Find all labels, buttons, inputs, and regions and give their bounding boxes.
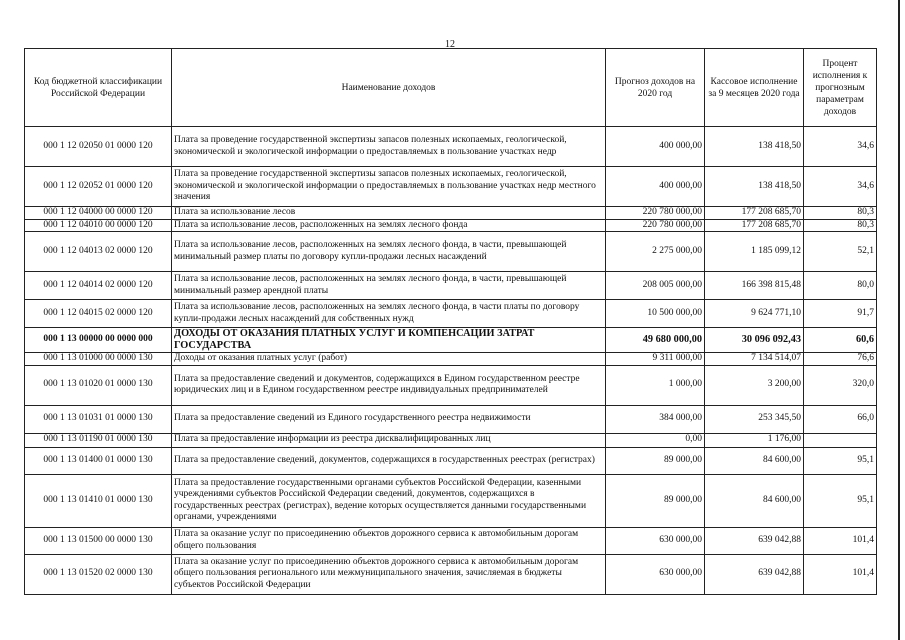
row-code: 000 1 12 04013 02 0000 120 bbox=[25, 232, 172, 272]
row-name: Плата за использование лесов, расположенных на землях лесного фонда bbox=[172, 219, 606, 232]
page-number: 12 bbox=[445, 39, 455, 50]
header-forecast: Прогноз доходов на 2020 год bbox=[606, 49, 705, 127]
table-body bbox=[25, 127, 877, 595]
table-row bbox=[25, 127, 877, 167]
row-name: Плата за проведение государственной экспертизы запасов полезных ископаемых, геологической, экономической и экологической информации о предоставляемых в пользование участках недр bbox=[172, 127, 606, 167]
row-cash: 7 134 514,07 bbox=[705, 353, 804, 366]
row-name: Плата за использование лесов, расположенных на землях лесного фонда, в части, превышающей минимальный размер арендной платы bbox=[172, 272, 606, 300]
row-code: 000 1 13 00000 00 0000 000 bbox=[25, 328, 172, 353]
table-row bbox=[25, 353, 877, 366]
page-edge-rule bbox=[898, 0, 900, 640]
row-code: 000 1 13 01500 00 0000 130 bbox=[25, 527, 172, 554]
table-row bbox=[25, 328, 877, 353]
row-forecast: 208 005 000,00 bbox=[606, 272, 705, 300]
row-forecast: 1 000,00 bbox=[606, 365, 705, 405]
table-row bbox=[25, 207, 877, 220]
row-percent: 101,4 bbox=[804, 527, 877, 554]
row-name: Плата за предоставление сведений и документов, содержащихся в Едином государственном реестре юридических лиц и в Едином государственном реестре индивидуальных предпринимателей bbox=[172, 365, 606, 405]
row-percent: 80,3 bbox=[804, 207, 877, 220]
row-percent: 66,0 bbox=[804, 405, 877, 433]
row-cash: 30 096 092,43 bbox=[705, 328, 804, 353]
row-name: Плата за использование лесов, расположенных на землях лесного фонда, в части платы по договору купли-продажи лесных насаждений для собственных нужд bbox=[172, 300, 606, 328]
row-cash: 1 185 099,12 bbox=[705, 232, 804, 272]
row-code: 000 1 12 04015 02 0000 120 bbox=[25, 300, 172, 328]
row-forecast: 220 780 000,00 bbox=[606, 207, 705, 220]
header-percent: Процент исполнения к прогнозным параметрам доходов bbox=[804, 49, 877, 127]
row-cash: 138 418,50 bbox=[705, 167, 804, 207]
row-name: Плата за предоставление сведений из Единого государственного реестра недвижимости bbox=[172, 405, 606, 433]
row-name: Плата за предоставление государственными органами субъектов Российской Федерации, казенными учреждениями субъектов Российской Федерации сведений, документов, содержащихся в государственных реестрах (регистрах), ведение которых осуществляется данными государственными органами, учреждениями bbox=[172, 474, 606, 527]
row-percent: 95,1 bbox=[804, 474, 877, 527]
row-cash: 166 398 815,48 bbox=[705, 272, 804, 300]
row-percent: 76,6 bbox=[804, 353, 877, 366]
table-row bbox=[25, 554, 877, 594]
table-row bbox=[25, 405, 877, 433]
table-row bbox=[25, 527, 877, 554]
row-code: 000 1 12 02052 01 0000 120 bbox=[25, 167, 172, 207]
row-name: Плата за оказание услуг по присоединению объектов дорожного сервиса к автомобильным дорогам общего пользования bbox=[172, 527, 606, 554]
row-cash: 639 042,88 bbox=[705, 527, 804, 554]
header-cash: Кассовое исполнение за 9 месяцев 2020 года bbox=[705, 49, 804, 127]
row-cash: 138 418,50 bbox=[705, 127, 804, 167]
row-forecast: 2 275 000,00 bbox=[606, 232, 705, 272]
row-forecast: 384 000,00 bbox=[606, 405, 705, 433]
row-percent: 34,6 bbox=[804, 167, 877, 207]
header-code: Код бюджетной классификации Российской Федерации bbox=[25, 49, 172, 127]
row-forecast: 220 780 000,00 bbox=[606, 219, 705, 232]
row-percent bbox=[804, 433, 877, 447]
table-row bbox=[25, 167, 877, 207]
row-code: 000 1 13 01190 01 0000 130 bbox=[25, 433, 172, 447]
row-code: 000 1 13 01400 01 0000 130 bbox=[25, 447, 172, 474]
row-cash: 639 042,88 bbox=[705, 554, 804, 594]
row-code: 000 1 13 01520 02 0000 130 bbox=[25, 554, 172, 594]
row-cash: 84 600,00 bbox=[705, 474, 804, 527]
row-forecast: 400 000,00 bbox=[606, 167, 705, 207]
row-code: 000 1 12 04000 00 0000 120 bbox=[25, 207, 172, 220]
table-header-row bbox=[25, 49, 877, 127]
row-forecast: 49 680 000,00 bbox=[606, 328, 705, 353]
table-row bbox=[25, 219, 877, 232]
row-forecast: 10 500 000,00 bbox=[606, 300, 705, 328]
row-name: ДОХОДЫ ОТ ОКАЗАНИЯ ПЛАТНЫХ УСЛУГ И КОМПЕНСАЦИИ ЗАТРАТ ГОСУДАРСТВА bbox=[172, 328, 606, 353]
row-code: 000 1 12 02050 01 0000 120 bbox=[25, 127, 172, 167]
row-percent: 60,6 bbox=[804, 328, 877, 353]
row-name: Плата за предоставление информации из реестра дисквалифицированных лиц bbox=[172, 433, 606, 447]
row-percent: 101,4 bbox=[804, 554, 877, 594]
row-code: 000 1 13 01000 00 0000 130 bbox=[25, 353, 172, 366]
table-row bbox=[25, 447, 877, 474]
row-percent: 80,0 bbox=[804, 272, 877, 300]
table-row bbox=[25, 365, 877, 405]
row-percent: 320,0 bbox=[804, 365, 877, 405]
row-name: Плата за предоставление сведений, документов, содержащихся в государственных реестрах (регистрах) bbox=[172, 447, 606, 474]
row-name: Плата за проведение государственной экспертизы запасов полезных ископаемых, геологической, экономической и экологической информации о предоставляемых в пользование участках недр местного значения bbox=[172, 167, 606, 207]
row-percent: 80,3 bbox=[804, 219, 877, 232]
row-percent: 95,1 bbox=[804, 447, 877, 474]
row-code: 000 1 13 01020 01 0000 130 bbox=[25, 365, 172, 405]
row-code: 000 1 13 01410 01 0000 130 bbox=[25, 474, 172, 527]
row-cash: 177 208 685,70 bbox=[705, 207, 804, 220]
header-name: Наименование доходов bbox=[172, 49, 606, 127]
row-cash: 253 345,50 bbox=[705, 405, 804, 433]
row-code: 000 1 12 04014 02 0000 120 bbox=[25, 272, 172, 300]
row-forecast: 630 000,00 bbox=[606, 554, 705, 594]
row-code: 000 1 12 04010 00 0000 120 bbox=[25, 219, 172, 232]
row-cash: 84 600,00 bbox=[705, 447, 804, 474]
row-cash: 3 200,00 bbox=[705, 365, 804, 405]
row-percent: 91,7 bbox=[804, 300, 877, 328]
row-name: Плата за оказание услуг по присоединению объектов дорожного сервиса к автомобильным дорогам общего пользования регионального или межмуниципального значения, зачисляемая в бюджеты субъектов Российской Федерации bbox=[172, 554, 606, 594]
table-row bbox=[25, 433, 877, 447]
row-forecast: 89 000,00 bbox=[606, 447, 705, 474]
table-row bbox=[25, 272, 877, 300]
table-row bbox=[25, 300, 877, 328]
table-row bbox=[25, 474, 877, 527]
row-percent: 34,6 bbox=[804, 127, 877, 167]
row-forecast: 630 000,00 bbox=[606, 527, 705, 554]
row-percent: 52,1 bbox=[804, 232, 877, 272]
revenue-table bbox=[24, 48, 877, 595]
row-name: Доходы от оказания платных услуг (работ) bbox=[172, 353, 606, 366]
row-cash: 1 176,00 bbox=[705, 433, 804, 447]
row-code: 000 1 13 01031 01 0000 130 bbox=[25, 405, 172, 433]
row-name: Плата за использование лесов bbox=[172, 207, 606, 220]
row-name: Плата за использование лесов, расположенных на землях лесного фонда, в части, превышающей минимальный размер платы по договору купли-продажи лесных насаждений bbox=[172, 232, 606, 272]
row-forecast: 89 000,00 bbox=[606, 474, 705, 527]
row-forecast: 9 311 000,00 bbox=[606, 353, 705, 366]
row-forecast: 400 000,00 bbox=[606, 127, 705, 167]
row-cash: 177 208 685,70 bbox=[705, 219, 804, 232]
table-row bbox=[25, 232, 877, 272]
row-cash: 9 624 771,10 bbox=[705, 300, 804, 328]
row-forecast: 0,00 bbox=[606, 433, 705, 447]
